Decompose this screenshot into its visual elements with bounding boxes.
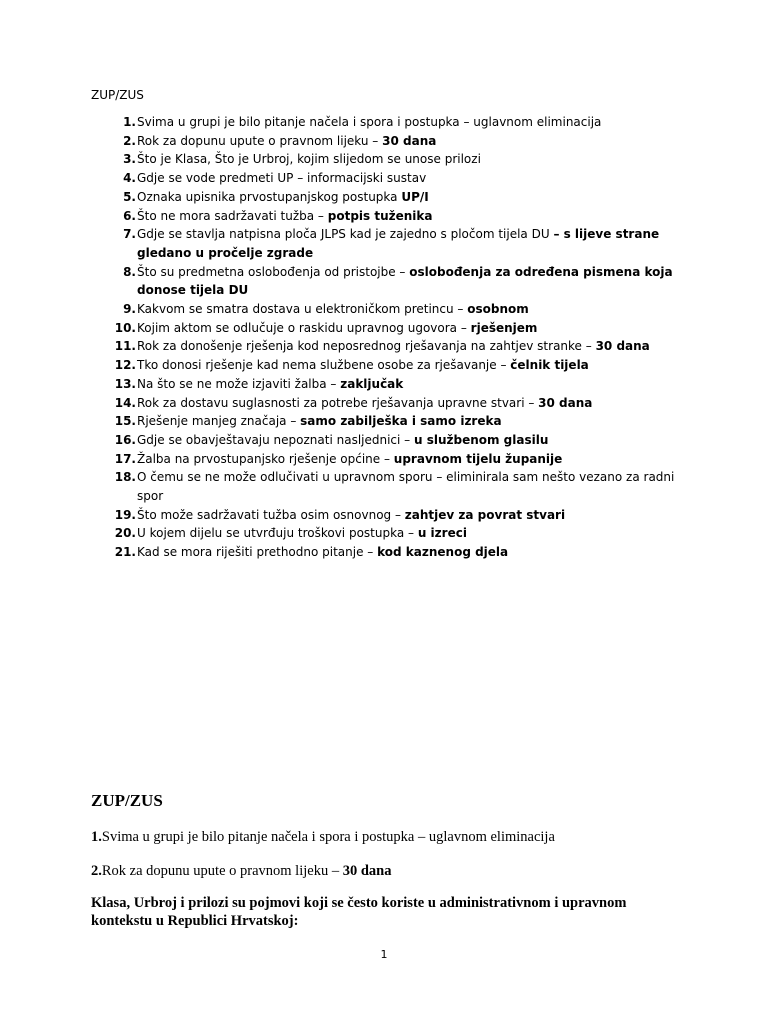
question-body [137, 412, 691, 431]
paragraph-2-answer: 30 dana [342, 863, 392, 879]
question-answer: 30 dana [538, 395, 593, 410]
question-text: Rješenje manjeg značaja – [137, 414, 301, 429]
question-body [137, 113, 691, 132]
document-header-title: ZUP/ZUS [91, 88, 144, 102]
question-answer: upravnom tijelu županije [393, 451, 563, 466]
question-number: 1. [123, 115, 136, 129]
question-text: O čemu se ne može odlučivati u upravnom sporu – eliminirala sam nešto vezano za radni spor [137, 470, 675, 504]
question-number: 19. [114, 507, 136, 522]
question-item [91, 543, 691, 562]
question-number: 12. [114, 358, 136, 373]
question-item [91, 412, 691, 431]
question-number: 15. [114, 414, 136, 429]
question-item [91, 319, 691, 338]
question-body [137, 300, 691, 319]
question-answer: potpis tuženika [327, 208, 433, 223]
question-number: 14. [114, 395, 136, 410]
question-body [137, 169, 691, 188]
question-number: 13. [114, 376, 136, 391]
question-text: Žalba na prvostupanjsko rješenje općine – [137, 451, 394, 466]
paragraph-1 [91, 828, 691, 847]
question-answer: zahtjev za povrat stvari [404, 507, 566, 522]
question-text: Gdje se stavlja natpisna ploča JLPS kad je zajedno s pločom tijela DU [137, 227, 554, 242]
question-text: Gdje se vode predmeti UP – informacijski sustav [137, 171, 427, 186]
question-answer: samo zabilješka i samo izreka [300, 414, 502, 429]
question-text: Kojim aktom se odlučuje o raskidu upravnog ugovora – [137, 320, 471, 335]
question-body [137, 375, 691, 394]
paragraph-3-bold: Klasa, Urbroj i prilozi su pojmovi koji se često koriste u administrativnom i upravnom kontekstu u Republici Hrvatskoj: [91, 895, 627, 929]
question-body [137, 543, 691, 562]
question-text: Što ne mora sadržavati tužba – [137, 208, 328, 223]
question-body [137, 263, 691, 300]
question-number: 2. [123, 133, 136, 148]
question-item [91, 300, 691, 319]
question-text: Što je Klasa, Što je Urbroj, kojim slijedom se unose prilozi [137, 152, 481, 167]
question-body [137, 431, 691, 450]
question-item [91, 375, 691, 394]
question-answer: zaključak [340, 376, 404, 391]
question-item [91, 394, 691, 413]
question-item [91, 225, 691, 262]
question-body [137, 207, 691, 226]
question-body [137, 524, 691, 543]
question-text: Oznaka upisnika prvostupanjskog postupka [137, 189, 402, 204]
question-text: Rok za donošenje rješenja kod neposrednog rješavanja na zahtjev stranke – [137, 339, 596, 354]
question-body [137, 225, 691, 262]
question-item [91, 356, 691, 375]
question-text: Što može sadržavati tužba osim osnovnog – [137, 507, 405, 522]
question-number: 8. [123, 264, 136, 279]
question-item [91, 263, 691, 300]
question-answer: 30 dana [382, 133, 437, 148]
question-body [137, 450, 691, 469]
question-answer: čelnik tijela [510, 358, 589, 373]
question-text: Gdje se obavještavaju nepoznati nasljednici – [137, 432, 414, 447]
question-body [137, 319, 691, 338]
question-list [91, 113, 691, 562]
question-text: Tko donosi rješenje kad nema službene osobe za rješavanje – [137, 358, 511, 373]
question-number: 21. [114, 545, 136, 560]
question-number: 18. [114, 470, 136, 485]
question-item [91, 169, 691, 188]
question-text: U kojem dijelu se utvrđuju troškovi postupka – [137, 526, 418, 541]
question-item [91, 207, 691, 226]
question-item [91, 431, 691, 450]
paragraph-2-text: Rok za dopunu upute o pravnom lijeku – [101, 863, 343, 879]
question-text: Kakvom se smatra dostava u elektroničkom pretincu – [137, 302, 468, 317]
paragraph-2 [91, 862, 691, 881]
question-item [91, 188, 691, 207]
page-number: 1 [380, 948, 388, 961]
question-number: 16. [114, 432, 136, 447]
question-item [91, 524, 691, 543]
question-answer: 30 dana [595, 339, 650, 354]
question-text: Što su predmetna oslobođenja od pristojbe – [137, 264, 410, 279]
question-text: Na što se ne može izjaviti žalba – [137, 376, 341, 391]
paragraph-2-number: 2. [91, 863, 102, 879]
question-answer: UP/I [401, 189, 429, 204]
paragraph-1-text: Svima u grupi je bilo pitanje načela i spora i postupka – uglavnom eliminacija [101, 829, 555, 845]
question-body [137, 468, 691, 505]
question-item [91, 450, 691, 469]
question-text: Rok za dopunu upute o pravnom lijeku – [137, 133, 383, 148]
question-number: 9. [123, 302, 136, 317]
question-number: 5. [123, 189, 136, 204]
question-item [91, 337, 691, 356]
question-body [137, 188, 691, 207]
question-answer: oslobođenja za određena pismena koja donose tijela DU [137, 264, 673, 298]
question-answer: u službenom glasilu [413, 432, 549, 447]
question-body [137, 506, 691, 525]
question-body [137, 394, 691, 413]
question-body [137, 132, 691, 151]
question-body [137, 150, 691, 169]
question-number: 11. [114, 339, 136, 354]
question-item [91, 506, 691, 525]
question-text: Rok za dostavu suglasnosti za potrebe rješavanja upravne stvari – [137, 395, 539, 410]
question-item [91, 113, 691, 132]
question-answer: osobnom [467, 302, 529, 317]
question-body [137, 337, 691, 356]
section-heading: ZUP/ZUS [91, 791, 163, 810]
question-answer: – s lijeve strane gledano u pročelje zgrade [137, 227, 660, 260]
question-number: 3. [123, 152, 136, 167]
question-item [91, 468, 691, 505]
question-text: Kad se mora riješiti prethodno pitanje – [137, 545, 378, 560]
question-number: 7. [123, 227, 136, 242]
question-number: 4. [123, 171, 136, 186]
question-number: 20. [114, 526, 136, 541]
question-number: 17. [114, 451, 136, 466]
paragraph-1-number: 1. [91, 829, 102, 845]
question-body [137, 356, 691, 375]
question-text: Svima u grupi je bilo pitanje načela i spora i postupka – uglavnom eliminacija [137, 115, 602, 129]
question-number: 6. [123, 208, 136, 223]
question-answer: rješenjem [470, 320, 538, 335]
question-number: 10. [114, 320, 136, 335]
question-item [91, 132, 691, 151]
question-answer: kod kaznenog djela [377, 545, 509, 560]
question-answer: u izreci [417, 526, 467, 541]
question-item [91, 150, 691, 169]
